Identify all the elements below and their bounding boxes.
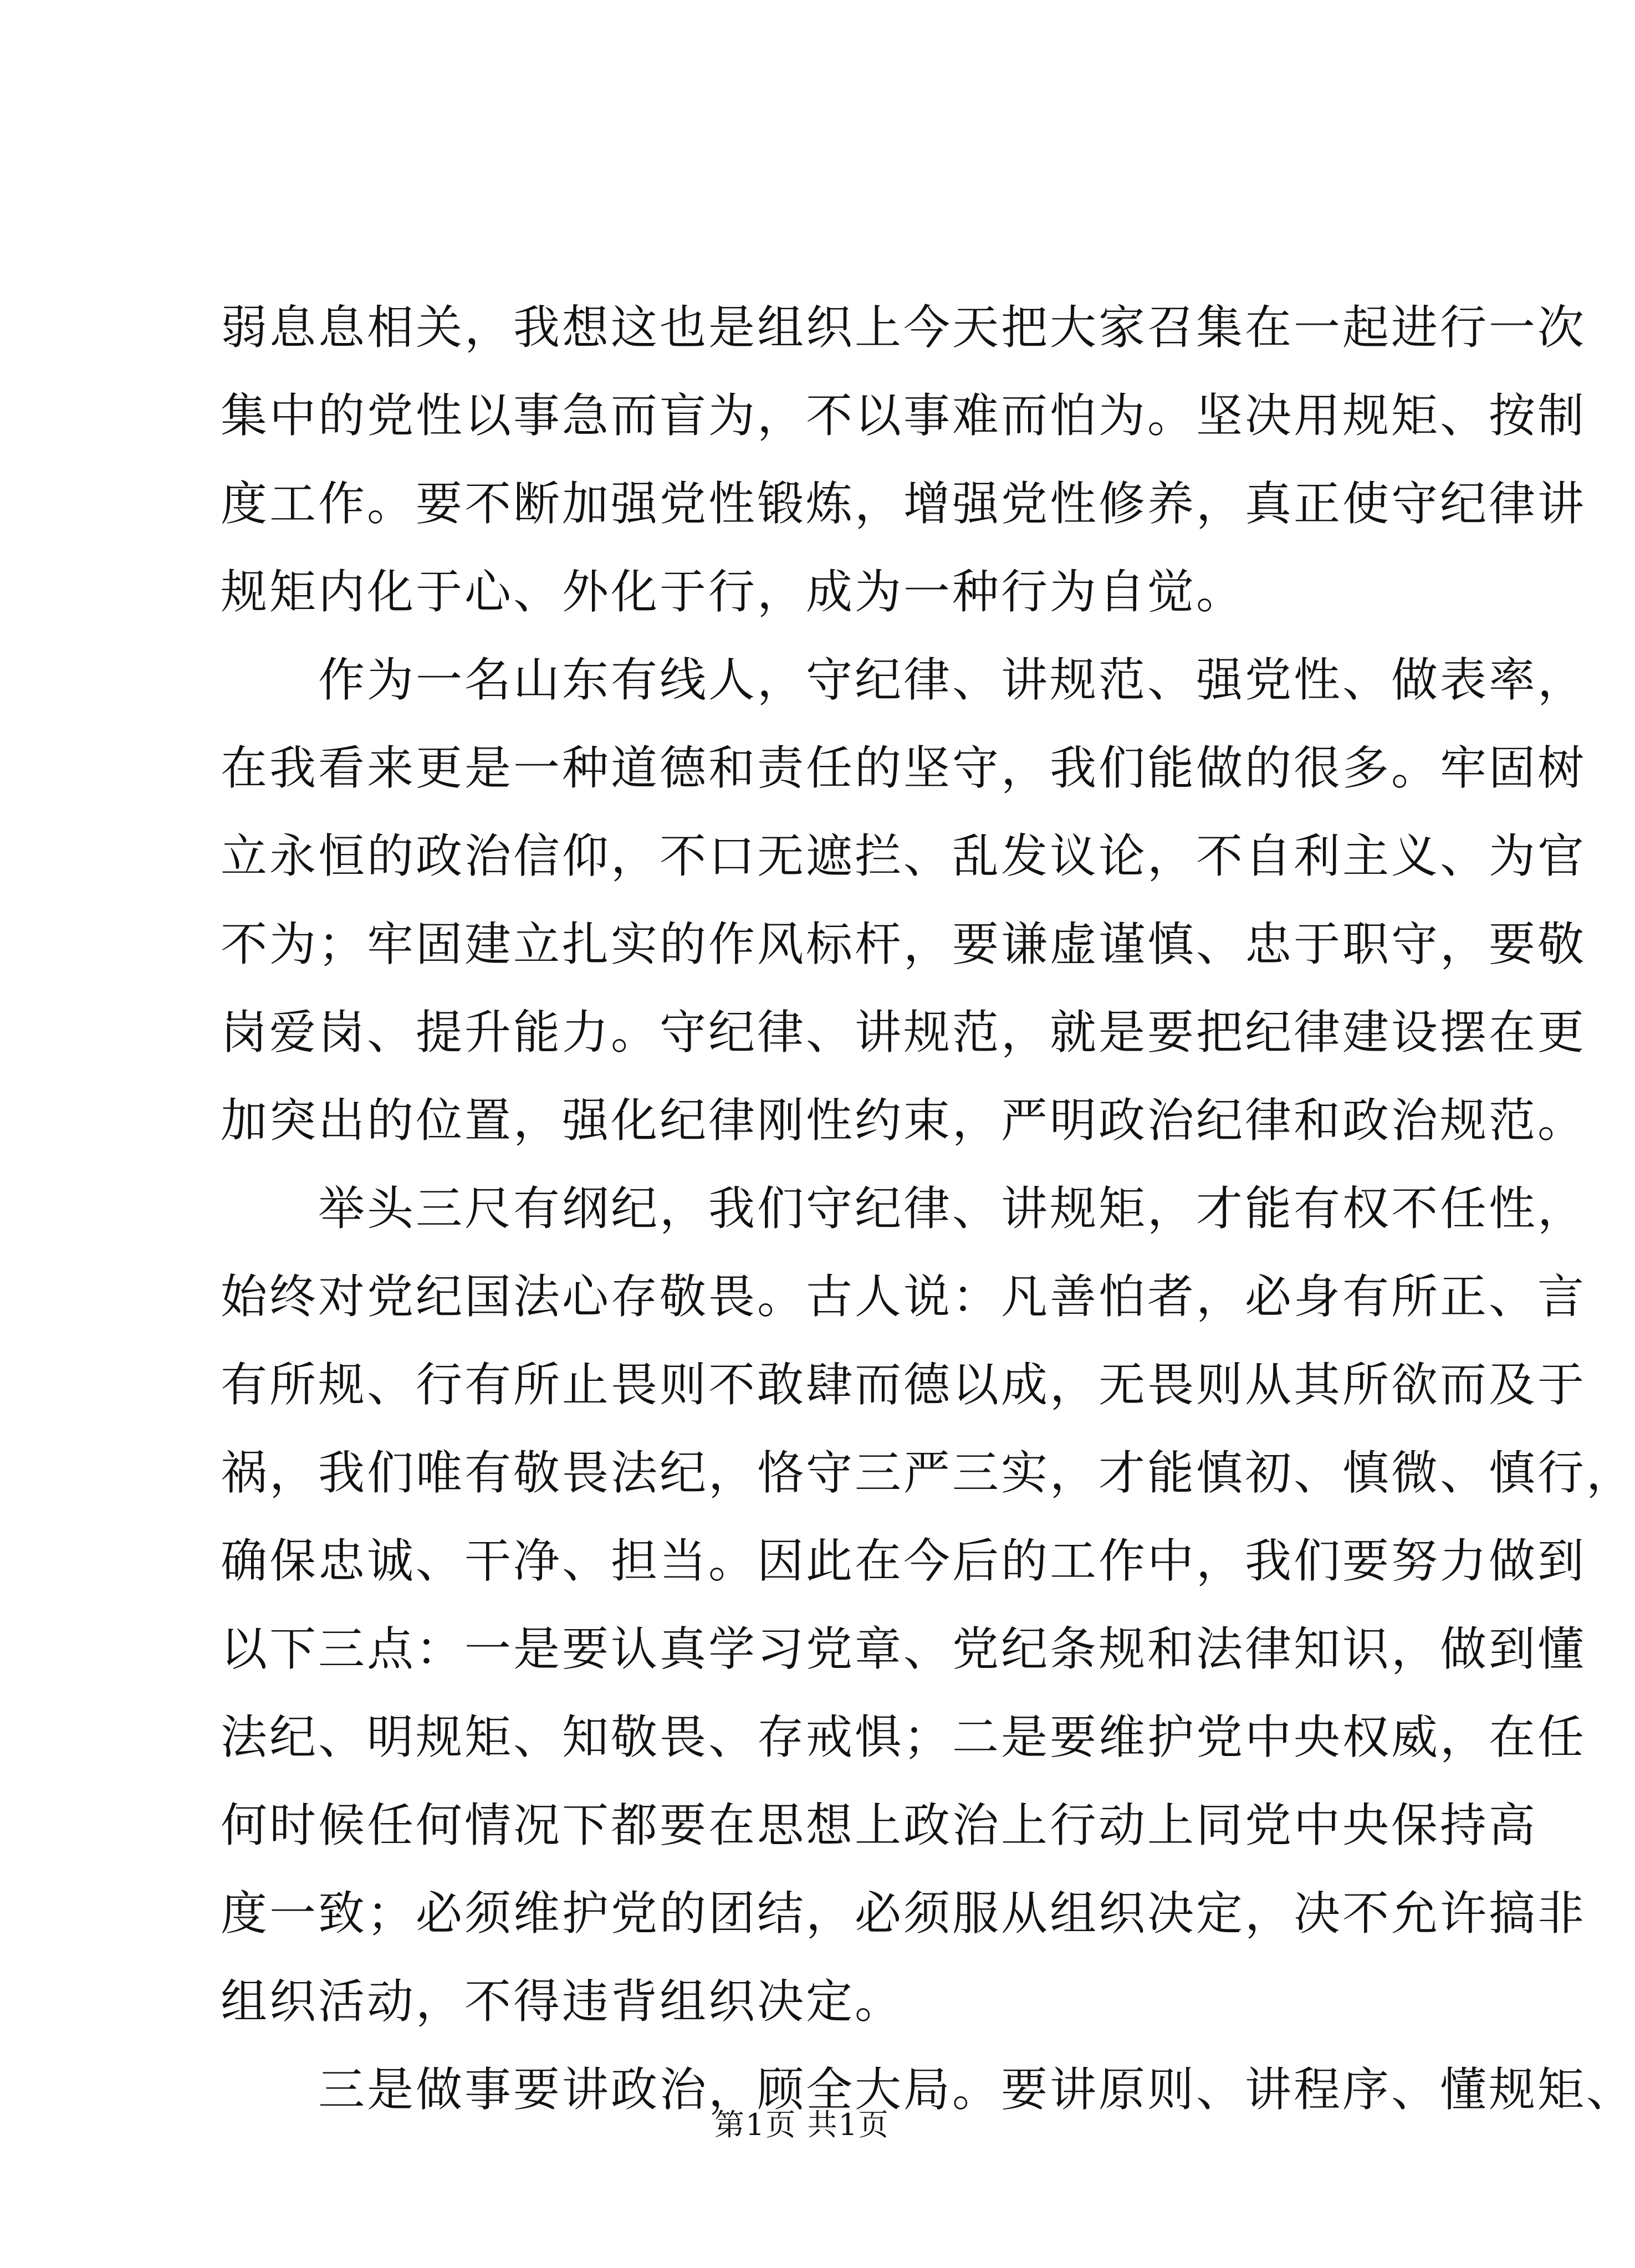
body-text bbox=[221, 284, 1635, 2134]
text-line: 何时候任何情况下都要在思想上政治上行动上同党中央保持高 bbox=[221, 1798, 1538, 1852]
text-line: 三是做事要讲政治，顾全大局。要讲原则、讲程序、懂规矩、 bbox=[221, 2062, 1635, 2117]
text-line: 度工作。要不断加强党性锻炼，增强党性修养，真正使守纪律讲 bbox=[221, 477, 1587, 531]
page-number-footer: 第1页 共1页 bbox=[714, 2107, 890, 2142]
text-line: 举头三尺有纲纪，我们守纪律、讲规矩，才能有权不任性， bbox=[221, 1181, 1587, 1236]
text-line: 加突出的位置，强化纪律刚性约束，严明政治纪律和政治规范。 bbox=[221, 1093, 1587, 1148]
text-line: 以下三点：一是要认真学习党章、党纪条规和法律知识，做到懂 bbox=[221, 1622, 1587, 1676]
text-line: 作为一名山东有线人，守纪律、讲规范、强党性、做表率， bbox=[221, 653, 1587, 707]
text-line: 确保忠诚、干净、担当。因此在今后的工作中，我们要努力做到 bbox=[221, 1534, 1587, 1588]
text-line: 岗爱岗、提升能力。守纪律、讲规范，就是要把纪律建设摆在更 bbox=[221, 1005, 1587, 1059]
text-line: 祸，我们唯有敬畏法纪，恪守三严三实，才能慎初、慎微、慎行， bbox=[221, 1446, 1635, 1500]
text-line: 组织活动，不得违背组织决定。 bbox=[221, 1974, 904, 2029]
text-line: 不为；牢固建立扎实的作风标杆，要谦虚谨慎、忠于职守，要敬 bbox=[221, 917, 1587, 971]
text-line: 始终对党纪国法心存敬畏。古人说：凡善怕者，必身有所正、言 bbox=[221, 1269, 1587, 1324]
text-line: 在我看来更是一种道德和责任的坚守，我们能做的很多。牢固树 bbox=[221, 741, 1587, 795]
text-line: 法纪、明规矩、知敬畏、存戒惧；二是要维护党中央权威，在任 bbox=[221, 1710, 1587, 1764]
text-line: 集中的党性以事急而盲为，不以事难而怕为。坚决用规矩、按制 bbox=[221, 388, 1587, 443]
text-line: 有所规、行有所止畏则不敢肆而德以成，无畏则从其所欲而及于 bbox=[221, 1358, 1587, 1412]
text-line: 弱息息相关，我想这也是组织上今天把大家召集在一起进行一次 bbox=[221, 300, 1587, 355]
text-line: 立永恒的政治信仰，不口无遮拦、乱发议论，不自利主义、为官 bbox=[221, 829, 1587, 883]
text-line: 规矩内化于心、外化于行，成为一种行为自觉。 bbox=[221, 565, 1245, 619]
text-line: 度一致；必须维护党的团结，必须服从组织决定，决不允许搞非 bbox=[221, 1886, 1587, 1941]
